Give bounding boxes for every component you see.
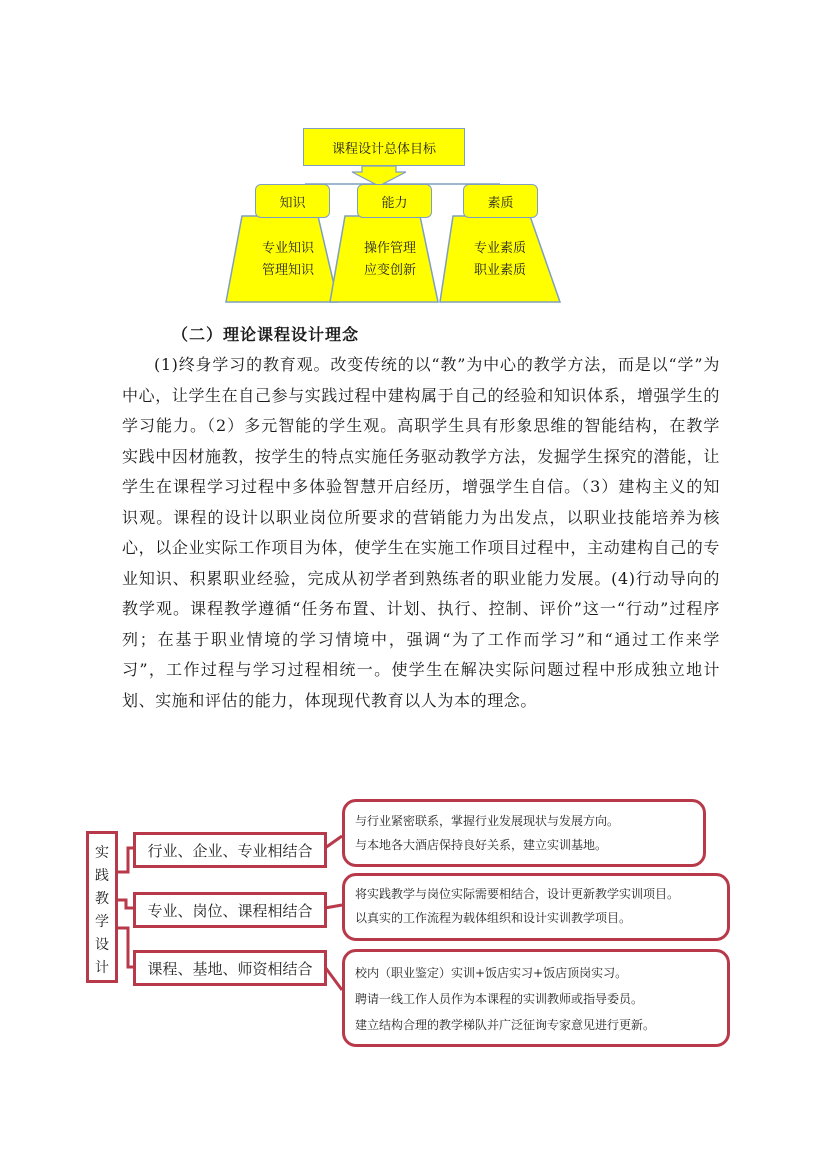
trapezoid-line: 职业素质: [473, 263, 526, 278]
practice-branch-2: [133, 892, 327, 928]
root-char: 教: [95, 891, 109, 907]
trapezoid-line: 专业知识: [261, 241, 314, 256]
root-char: 实: [95, 845, 109, 861]
section-heading: （二）理论课程设计理念: [172, 325, 360, 344]
root-char: 计: [95, 960, 109, 976]
trapezoid-line: 应变创新: [363, 263, 416, 278]
practice-branch-3: [133, 950, 327, 986]
detail-line: 校内（职业鉴定）实训+饭店实习+饭店顶岗实习。: [355, 966, 628, 980]
root-char: 学: [95, 914, 109, 930]
detail-line: 以真实的工作流程为载体组织和设计实训教学项目。: [355, 911, 632, 925]
practice-detail-1: [342, 799, 706, 867]
practice-detail-2: [342, 873, 730, 941]
practice-branch-label: 课程、基地、师资相结合: [147, 959, 313, 978]
detail-line: 将实践教学与岗位实际需要相结合，设计更新教学实训项目。: [355, 887, 680, 901]
branch-label: 知识: [279, 195, 306, 211]
trapezoid-line: 管理知识: [261, 263, 314, 278]
practice-branch-label: 行业、企业、专业相结合: [147, 841, 313, 860]
root-char: 设: [95, 937, 109, 953]
trapezoid-line: 专业素质: [473, 241, 526, 256]
practice-detail-3: [342, 949, 730, 1047]
body-paragraph: (1)终身学习的教育观。改变传统的以“教”为中心的教学方法，而是以“学”为中心，让学生在自己参与实践过程中建构属于自己的经验和知识体系，增强学生的学习能力。（2）多元智能的学生观。高职学生具有形象思维的智能结构，在教学实践中因材施教，按学生的特点实施任务驱动教学方法，发掘学生探究的潜能，让学生在课程学习过程中多体验智慧开启经历，增强学生自信。（3）建构主义的知识观。课程的设计以职业岗位所要求的营销能力为出发点，以职业技能培养为核心，以企业实际工作项目为体，使学生在实施工作项目过程中，主动建构自己的专业知识、积累职业经验，完成从初学者到熟练者的职业能力发展。(4)行动导向的教学观。课程教学遵循“任务布置、计划、执行、控制、评价”这一“行动”过程序列；在基于职业情境的学习情境中，强调“为了工作而学习”和“通过工作来学习”，工作过程与学习过程相统一。使学生在解决实际问题过程中形成独立地计划、实施和评估的能力，体现现代教育以人为本的理念。: [122, 355, 720, 710]
root-char: 践: [95, 868, 109, 884]
practice-branch-1: [133, 832, 327, 868]
detail-line: 建立结构合理的教学梯队并广泛征询专家意见进行更新。: [355, 1018, 656, 1032]
goal-root-label: 课程设计总体目标: [331, 141, 436, 157]
branch-label: 素质: [487, 195, 514, 211]
detail-line: 与行业紧密联系，掌握行业发展现状与发展方向。: [355, 814, 620, 828]
trapezoid-line: 操作管理: [363, 241, 416, 256]
detail-line: 与本地各大酒店保持良好关系，建立实训基地。: [355, 838, 608, 852]
branch-label: 能力: [381, 195, 408, 211]
practice-branch-label: 专业、岗位、课程相结合: [147, 901, 313, 920]
detail-line: 聘请一线工作人员作为本课程的实训教师或指导委员。: [355, 992, 644, 1006]
practice-root-box: [86, 831, 118, 983]
